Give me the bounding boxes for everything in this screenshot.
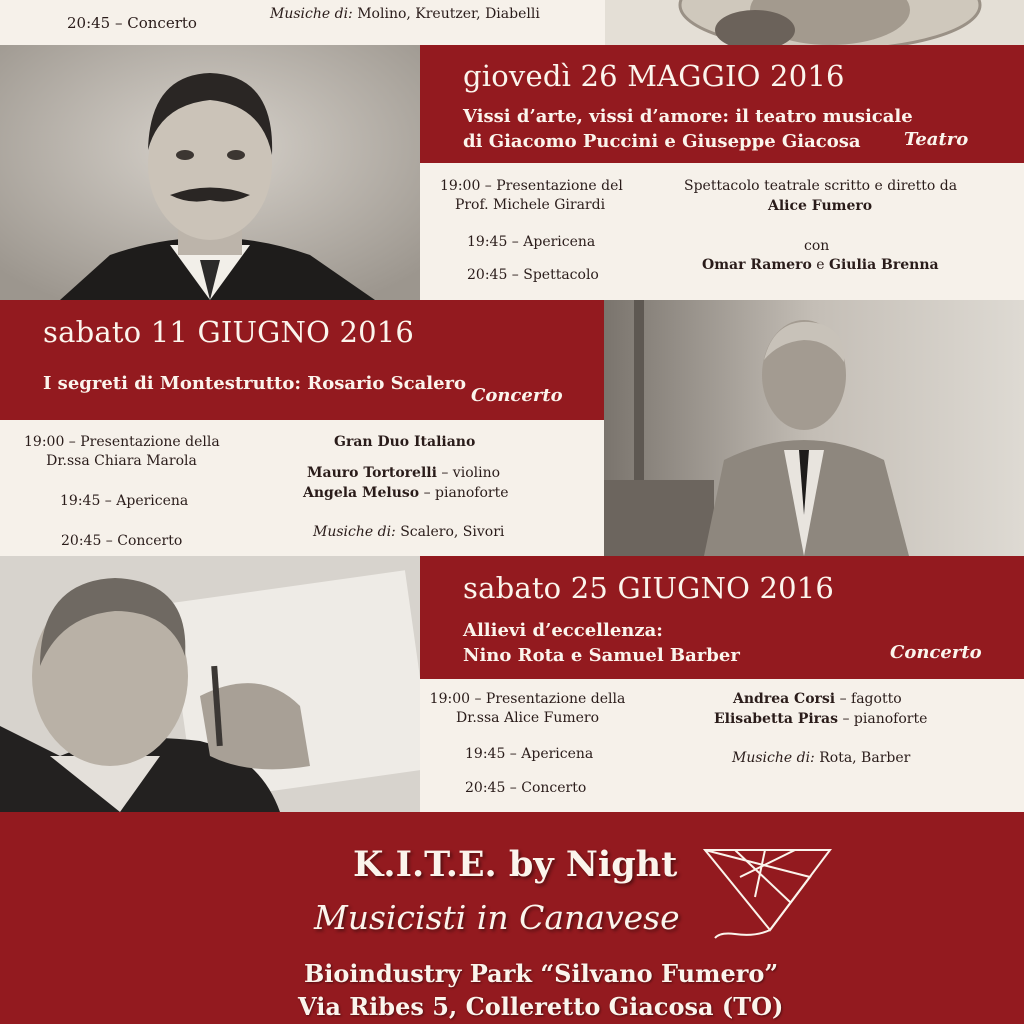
- event2-ensemble-text: Gran Duo Italiano: [334, 434, 476, 450]
- top-photo: [605, 0, 1024, 45]
- event3-performer-1-role: – fagotto: [839, 691, 902, 707]
- event2-performer-2-name: Angela Meluso: [303, 485, 420, 501]
- puccini-photo: [0, 45, 420, 300]
- top-schedule-concerto: 20:45 – Concerto: [67, 14, 197, 32]
- event2-schedule-line1: 19:00 – Presentazione della: [24, 434, 220, 450]
- footer-subtitle: Musicisti in Canavese: [314, 898, 680, 937]
- event3-type: Concerto: [890, 642, 982, 663]
- event1-cast-join: e: [816, 257, 825, 273]
- event1-schedule-line2: Prof. Michele Girardi: [454, 196, 606, 213]
- event1-date: giovedì 26 MAGGIO 2016: [463, 59, 845, 93]
- event3-schedule-presentation: [425, 690, 630, 728]
- scalero-photo: [604, 300, 1024, 556]
- event2-music-composers: Scalero, Sivori: [400, 524, 505, 540]
- event3-title-line1: Allievi d’eccellenza:: [463, 620, 663, 641]
- event1-schedule-line1: 19:00 – Presentazione del: [440, 178, 623, 194]
- event2-type: Concerto: [471, 385, 563, 406]
- event3-performer-2: [714, 710, 927, 730]
- event2-schedule-presentation: [24, 433, 219, 471]
- event3-music-label: Musiche di:: [732, 750, 815, 766]
- top-music-label: Musiche di:: [270, 6, 353, 22]
- event3-schedule-line2: Dr.ssa Alice Fumero: [455, 709, 600, 726]
- event2-performer-1: [307, 464, 500, 484]
- barber-photo: [0, 556, 420, 812]
- event3-title-line2: Nino Rota e Samuel Barber: [463, 645, 740, 666]
- footer-title: K.I.T.E. by Night: [353, 844, 678, 885]
- event3-date: sabato 25 GIUGNO 2016: [463, 571, 835, 605]
- event1-cast-1: Omar Ramero: [702, 257, 812, 273]
- event2-schedule-concerto: 20:45 – Concerto: [61, 533, 183, 549]
- event3-schedule-concerto: 20:45 – Concerto: [465, 780, 587, 796]
- top-music-credits: [270, 5, 540, 25]
- event1-type: Teatro: [904, 129, 969, 150]
- event1-credit-name-text: Alice Fumero: [768, 198, 873, 214]
- event3-performer-2-role: – pianoforte: [842, 711, 928, 727]
- event3-music: [732, 749, 910, 769]
- event2-schedule-line2: Dr.ssa Chiara Marola: [46, 452, 197, 469]
- top-music-composers: Molino, Kreutzer, Diabelli: [357, 6, 540, 22]
- event2-music-label: Musiche di:: [313, 524, 396, 540]
- event1-cast: [702, 256, 939, 276]
- kite-logo-icon: [695, 842, 840, 942]
- event3-performer-2-name: Elisabetta Piras: [714, 711, 839, 727]
- event1-cast-2: Giulia Brenna: [829, 257, 939, 273]
- event1-with: con: [804, 238, 830, 254]
- event2-performer-2-role: – pianoforte: [423, 485, 509, 501]
- event3-performer-1: [733, 690, 902, 710]
- event2-performer-1-role: – violino: [441, 465, 501, 481]
- event2-date: sabato 11 GIUGNO 2016: [43, 315, 415, 349]
- event1-schedule-presentation: [440, 177, 623, 215]
- event1-credit-name: [768, 197, 872, 217]
- event3-performer-1-name: Andrea Corsi: [733, 691, 836, 707]
- venue-line2: Via Ribes 5, Colleretto Giacosa (TO): [298, 992, 784, 1021]
- event1-title-line1: Vissi d’arte, vissi d’amore: il teatro musicale: [463, 106, 913, 127]
- event3-schedule-apericena: 19:45 – Apericena: [465, 746, 594, 762]
- event2-title: I segreti di Montestrutto: Rosario Scalero: [43, 373, 467, 394]
- event1-schedule-spettacolo: 20:45 – Spettacolo: [467, 267, 599, 283]
- event3-music-composers: Rota, Barber: [819, 750, 911, 766]
- venue-line1: Bioindustry Park “Silvano Fumero”: [304, 959, 779, 988]
- event2-performer-2: [303, 484, 508, 504]
- event1-title-line2: di Giacomo Puccini e Giuseppe Giacosa: [463, 131, 861, 152]
- event1-credit-line: Spettacolo teatrale scritto e diretto da: [684, 178, 958, 194]
- event2-performer-1-name: Mauro Tortorelli: [307, 465, 437, 481]
- event2-ensemble: [334, 433, 475, 453]
- event1-schedule-apericena: 19:45 – Apericena: [467, 234, 596, 250]
- event3-schedule-line1: 19:00 – Presentazione della: [429, 691, 626, 707]
- event2-schedule-apericena: 19:45 – Apericena: [60, 493, 189, 509]
- event2-music: [313, 523, 504, 543]
